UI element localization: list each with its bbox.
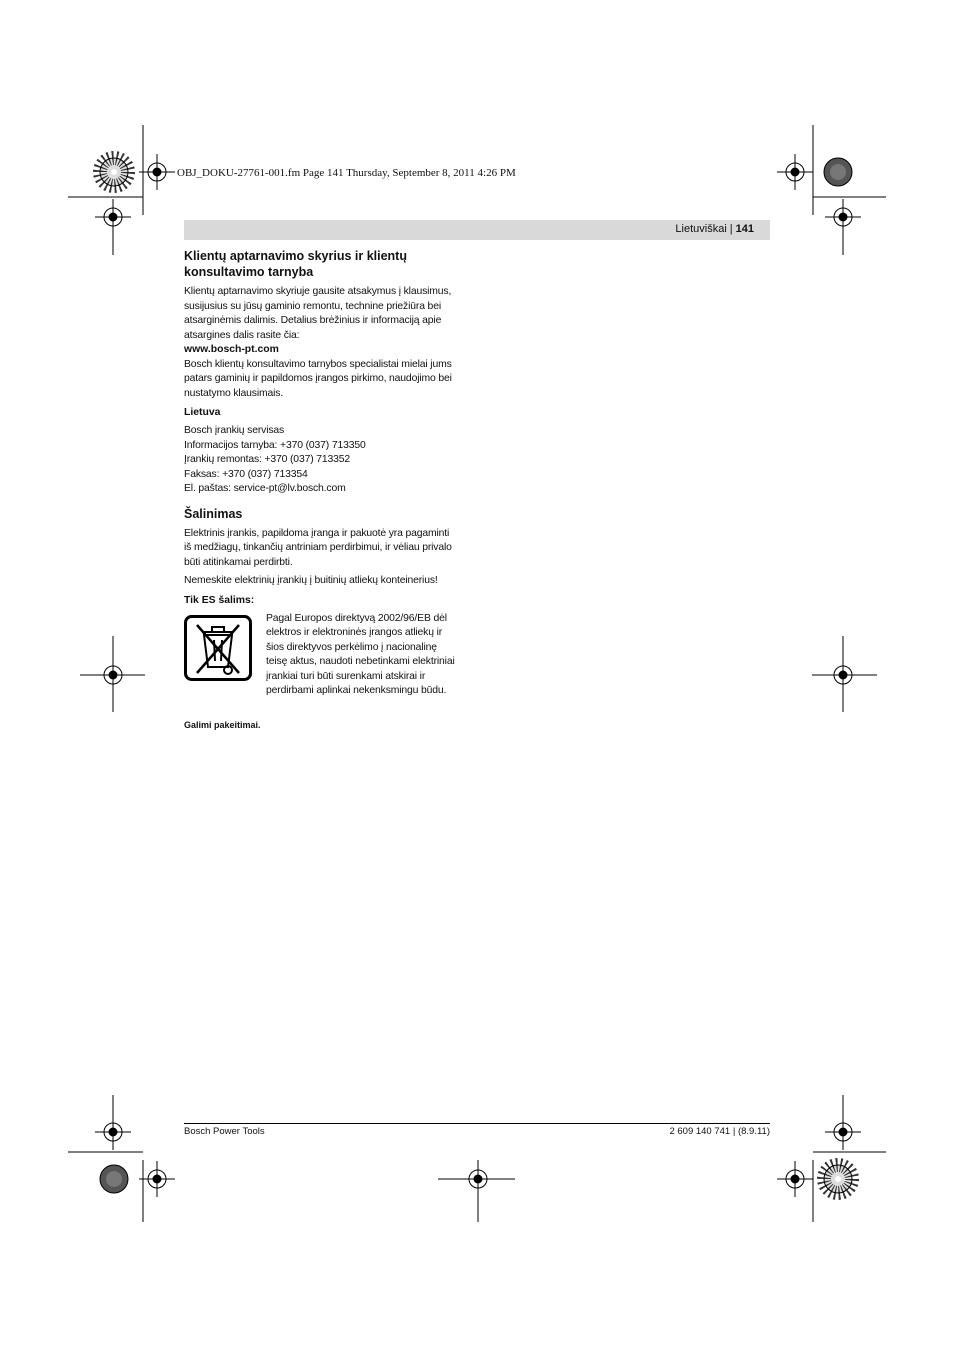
text-line: atsarginėmis dalimis. Detalius brėžinius ir informaciją apie <box>184 315 442 326</box>
footer-rule <box>184 1123 770 1124</box>
footer-doc-number: 2 609 140 741 | (8.9.11) <box>669 1126 770 1137</box>
disposal-heading: Šalinimas <box>184 506 243 521</box>
contact-line: Bosch įrankių servisas <box>184 425 285 436</box>
service-heading <box>184 248 469 280</box>
text-line: patars gaminių ir papildomos įrangos pirkimo, naudojimo bei <box>184 373 452 384</box>
weee-text <box>266 612 469 699</box>
contact-line: Įrankių remontas: +370 (037) 713352 <box>184 454 351 465</box>
text-line: Bosch klientų konsultavimo tarnybos specialistai mielai jums <box>184 358 452 370</box>
text-line: teisę aktus, naudoti nebetinkami elektriniai <box>266 656 455 667</box>
text-line: Elektrinis įrankis, papildoma įranga ir pakuotė yra pagaminti <box>184 527 450 539</box>
contact-line: Informacijos tarnyba: +370 (037) 713350 <box>184 439 366 451</box>
page-header-text <box>675 223 754 235</box>
disposal-paragraph-1 <box>184 527 469 571</box>
text-line: atsargines dalis rasite čia: <box>184 329 300 341</box>
contact-line: El. paštas: service-pt@lv.bosch.com <box>184 483 346 494</box>
text-line: perdirbami aplinkai nekenksmingu būdu. <box>266 685 447 696</box>
text-line: nustatymo klausimais. <box>184 387 284 399</box>
service-heading-line-1: Klientų aptarnavimo skyrius ir klientų <box>184 249 407 263</box>
eu-heading: Tik ES šalims: <box>184 594 255 606</box>
text-line: elektros ir elektroninės įrangos atliekų ir <box>266 627 443 638</box>
service-paragraph-1 <box>184 285 469 343</box>
service-heading-line-2: konsultavimo tarnyba <box>184 265 314 279</box>
text-line: iš medžiagų, tinkančių antriniam perdirbimui, ir vėliau privalo <box>184 542 452 553</box>
footer-brand: Bosch Power Tools <box>184 1126 265 1137</box>
bosch-website-link[interactable]: www.bosch-pt.com <box>184 344 279 355</box>
contact-block <box>184 424 469 497</box>
crossed-out-wheelie-bin-icon <box>184 615 252 681</box>
header-separator: | <box>729 223 733 235</box>
text-line: Pagal Europos direktyvą 2002/96/EB dėl <box>266 612 447 624</box>
service-paragraph-2 <box>184 358 469 402</box>
text-line: būti atitinkamai perdirbti. <box>184 556 293 568</box>
file-info: OBJ_DOKU-27761-001.fm Page 141 Thursday, September 8, 2011 4:26 PM <box>177 167 516 179</box>
text-line: Klientų aptarnavimo skyriuje gausite atsakymus į klausimus, <box>184 286 452 297</box>
text-line: šios direktyvos perkėlimo į nacionalinę <box>266 641 437 653</box>
page-number: 141 <box>735 223 754 235</box>
header-language: Lietuviškai <box>675 223 727 235</box>
page-header <box>184 220 770 240</box>
content-column <box>184 248 469 700</box>
contact-line: Faksas: +370 (037) 713354 <box>184 468 308 480</box>
disposal-paragraph-2: Nemeskite elektrinių įrankių į buitinių atliekų konteinerius! <box>184 575 438 586</box>
weee-block <box>184 612 469 700</box>
country-heading: Lietuva <box>184 407 221 418</box>
text-line: įrankiai turi būti surenkami atskirai ir <box>266 670 426 682</box>
text-line: susijusius su jūsų gaminio remontu, technine priežiūra bei <box>184 300 441 312</box>
changes-note: Galimi pakeitimai. <box>184 720 261 730</box>
